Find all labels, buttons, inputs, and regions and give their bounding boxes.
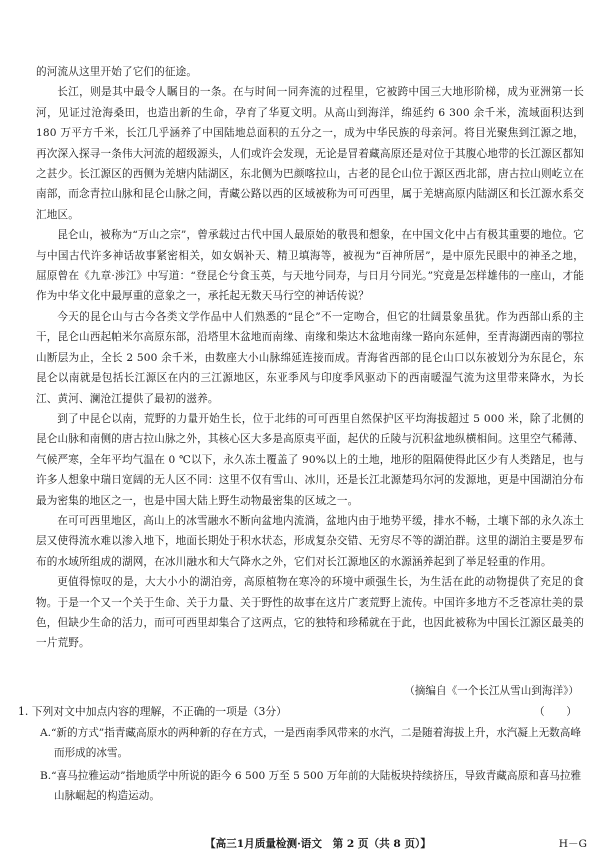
passage-paragraph-5: 在可可西里地区，高山上的冰雪融水不断向盆地内流淌，盆地内由于地势平缓，排水不畅，土壤下部的永久冻土层又使得流水难以渗入地下，地面长期处于积水状态，形成复杂交错、无穷尽不等的湖泊群。这里的湖泊主要是罗布布的水域所组成的湖网，在冰川融水和大气降水之外，它们对长江源地区的水源涵养起到了举足轻重的作用。 — [36, 514, 584, 568]
option-a — [40, 723, 585, 763]
passage-paragraph-3: 今天的昆仑山与古今各类文学作品中人们熟悉的“昆仑”不一定吻合，但它的壮阔景象虽犹。作为西部山系的主干，昆仑山西起帕米尔高原东部，沿塔里木盆地而南缘、南缘和柴达木盆地南缘一路向东延伸，至青海湖西南的鄂拉山断层为止，全长 2 500 余千米，由数座大小山脉绵延连接而成。青海省西部的昆仑山口以东被划分为东昆仑，东昆仑以南就是包括长江源区在内的三江源地区，东亚季风与印度季风驱动下的西南暖湿气流为这里带来降水，为长江、黄河、澜沧江提供了最初的滋养。 — [36, 310, 584, 405]
footer-page-info: 【高三1月质量检测·语文 第 2 页（共 8 页）】 — [205, 838, 431, 850]
passage-paragraph-4: 到了中昆仑以南，荒野的力量开始生长，位于北纬的可可西里自然保护区平均海拔超过 5 000 米，除了北侧的昆仑山脉和南侧的唐古拉山脉之外，其核心区大多是高原夷平面，起伏的丘陵与沉积盆地纵横相间。这里空气稀薄、气候严寒，全年平均气温在 0 ℃以下，永久冻土覆盖了 90%以上的土地，地形的阻隔使得此区少有人类踏足，也与许多人想象中瑞日宽阔的无人区不同：这里不仅有雪山、冰川，还是长江北源楚玛尔河的发源地，更是中国湖泊分布最为密集的地区之一，也是中国大陆上野生动物最密集的区域之一。 — [36, 412, 584, 507]
passage-paragraph-2: 昆仑山，被称为“万山之宗”，曾承载过古代中国人最原始的敬畏和想象，在中国文化中占有极其重要的地位。它与中国古代许多神话故事紧密相关，如女娲补天、精卫填海等，被视为“百神所居”，是中原先民眼中的神圣之地，屈原曾在《九章·涉江》中写道：“登昆仑兮食玉英，与天地兮同寿，与日月兮同光。”究竟是怎样雄伟的一座山，才能作为中华文化中最厚重的意象之一，承托起无数天马行空的神话传说？ — [36, 229, 585, 303]
passage-paragraph-6: 更值得惊叹的是，大大小小的湖泊旁，高原植物在寒冷的环境中顽强生长，为生活在此的动物提供了充足的食物。于是一个又一个关于生命、关于力量、关于野性的故事在这片广袤荒野上流传。中国许多地方不乏苍凉壮美的景色，但缺少生命的活力，而可可西里却集合了这两点，它的独特和珍稀就在于此，也因此被称为中国长江源区最美的一片荒野。 — [36, 576, 584, 650]
passage-paragraph-1: 长江，则是其中最令人瞩目的一条。在与时间一同奔流的过程里，它被跨中国三大地形阶梯，成为亚洲第一长河，见证过沧海桑田，也造出新的生命，孕育了华夏文明。从高山到海洋，绵延约 6 300 余千米，流域面积达到 180 万平方千米，长江几乎涵养了中国陆地总面积的五分之一，成为中华民族的母亲河。将目光聚焦到江源之地，再次深入探寻一条伟大河流的超级源头，人们或许会发现，无论是冒着藏高原还是对位于其腹心地带的长江源区都知之甚少。长江源区的西侧为羌塘内陆湖区，东北侧为巴颜喀拉山，古老的昆仑山位于源区西北部，唐古拉山则屹立在南部，而念青拉山脉和昆仑山脉之间，青藏公路以西的区域被称为可可西里，属于羌塘高原内陆湖区和长江源水系交汇地区。 — [36, 86, 584, 221]
option-b-text: B.“喜马拉雅运动”指地质学中所说的距今 6 500 万至 5 500 万年前的大陆板块持续挤压，导致青藏高原和喜马拉雅山脉崛起的构造运动。 — [40, 770, 582, 802]
footer-code: H－G — [558, 838, 587, 850]
question-1-stem — [18, 702, 583, 722]
passage-body — [36, 62, 584, 654]
option-a-text: A.“新的方式”指青藏高原水的两种新的存在方式，一是西南季风带来的水汽，二是随着海拔上升，水汽凝上无数高峰而形成的冰雪。 — [40, 727, 581, 759]
passage-lead-line: 的河流从这里开始了它们的征途。 — [36, 66, 198, 78]
passage-source: （摘编自《一个长江从雪山到海洋》） — [404, 685, 579, 697]
option-b — [40, 766, 585, 806]
question-1-text: 1. 下列对文中加点内容的理解，不正确的一项是（3分） — [18, 705, 287, 718]
answer-parentheses: （ ） — [533, 705, 577, 718]
